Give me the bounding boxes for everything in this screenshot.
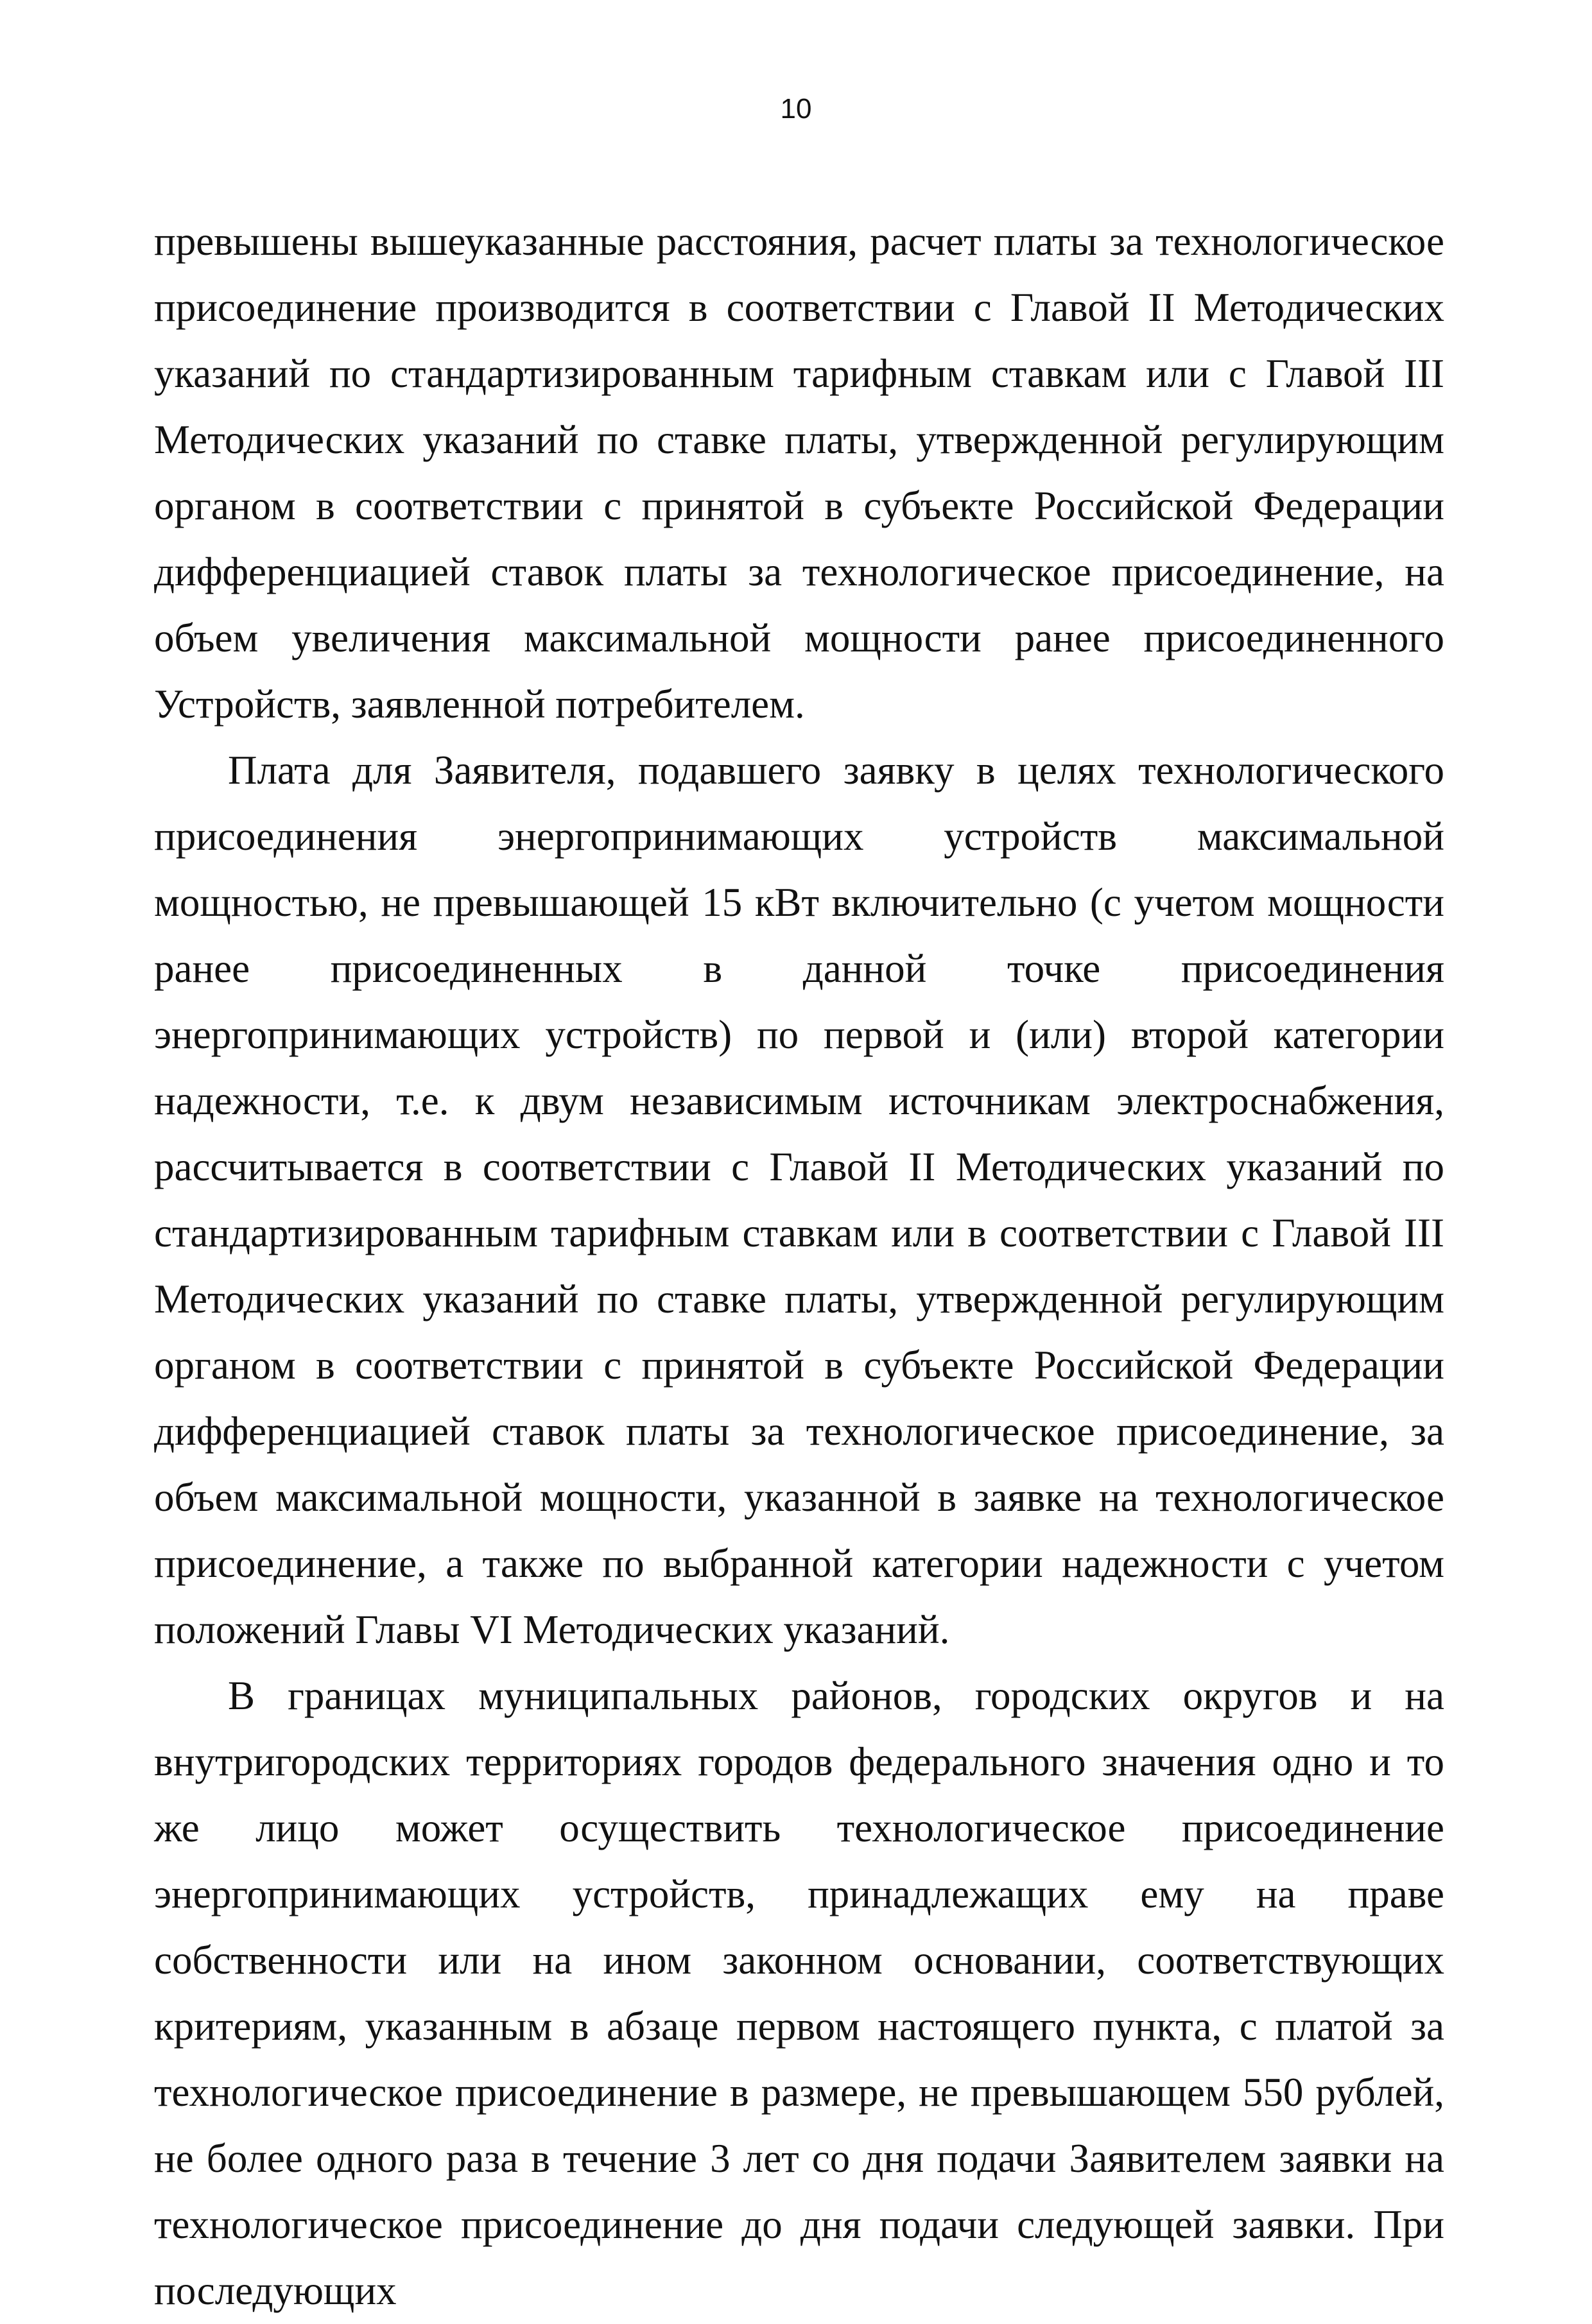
- paragraph-continuation: превышены вышеуказанные расстояния, расчет платы за технологическое присоединение производится в соответствии с Главой II Методических указаний по стандартизированным тарифным ставкам или с Главой III Методических указаний по ставке платы, утвержденной регулирующим органом в соответствии с принятой в субъекте Российской Федерации дифференциацией ставок платы за технологическое присоединение, на объем увеличения максимальной мощности ранее присоединенного Устройств, заявленной потребителем.: [154, 219, 1444, 727]
- paragraph-fee-15kw: Плата для Заявителя, подавшего заявку в целях технологического присоединения энергопринимающих устройств максимальной мощностью, не превышающей 15 кВт включительно (с учетом мощности ранее присоединенных в данной точке присоединения энергопринимающих устройств) по первой и (или) второй категории надежности, т.е. к двум независимым источникам электроснабжения, рассчитывается в соответствии с Главой II Методических указаний по стандартизированным тарифным ставкам или в соответствии с Главой III Методических указаний по ставке платы, утвержденной регулирующим органом в соответствии с принятой в субъекте Российской Федерации дифференциацией ставок платы за технологическое присоединение, за объем максимальной мощности, указанной в заявке на технологическое присоединение, а также по выбранной категории надежности с учетом положений Главы VI Методических указаний.: [154, 748, 1444, 1652]
- paragraph-municipal-boundaries: В границах муниципальных районов, городских округов и на внутригородских территориях городов федерального значения одно и то же лицо может осуществить технологическое присоединение энергопринимающих устройств, принадлежащих ему на праве собственности или на ином законном основании, соответствующих критериям, указанным в абзаце первом настоящего пункта, с платой за технологическое присоединение в размере, не превышающем 550 рублей, не более одного раза в течение 3 лет со дня подачи Заявителем заявки на технологическое присоединение до дня подачи следующей заявки. При последующих: [154, 1673, 1444, 2313]
- page-number: 10: [780, 93, 812, 125]
- document-body: [154, 209, 1444, 2324]
